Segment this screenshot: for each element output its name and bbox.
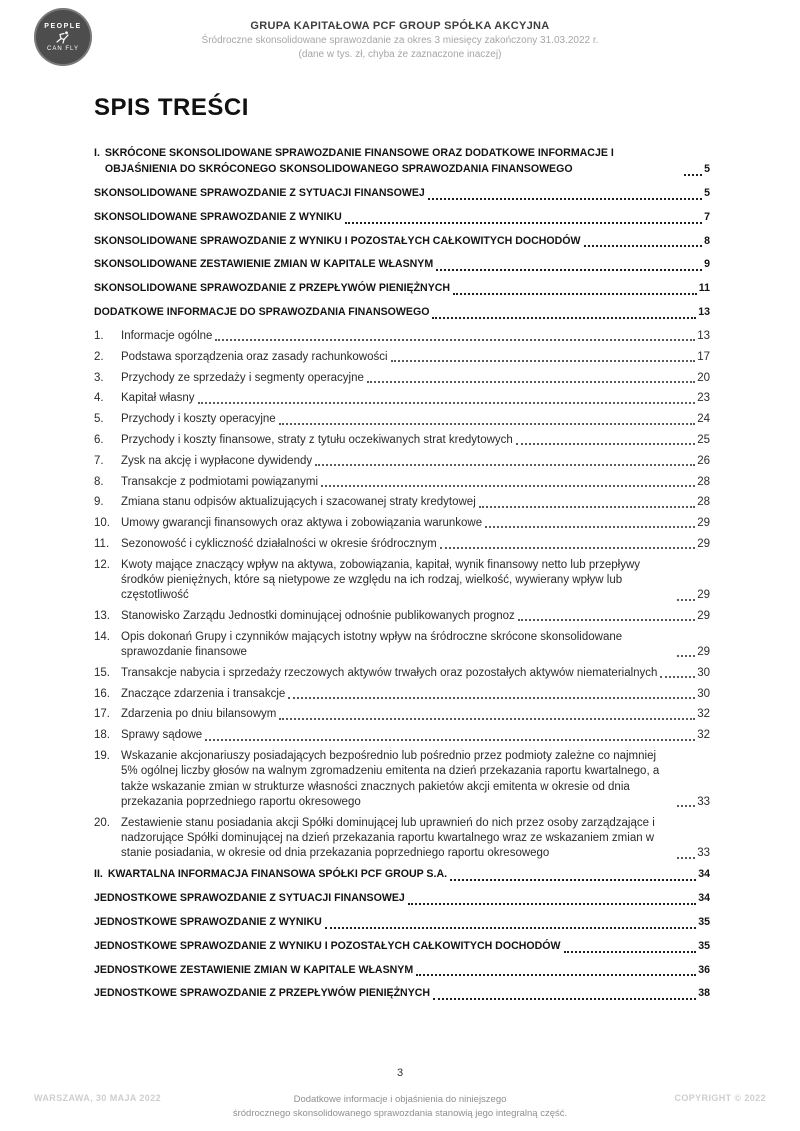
toc-entry-page: 38 (698, 987, 710, 1000)
toc-entry[interactable] (94, 816, 710, 862)
toc-leader-dots (391, 360, 696, 362)
toc-entry-page: 29 (697, 646, 710, 659)
toc-entry-page: 5 (704, 186, 710, 199)
toc-entry-label: Transakcje z podmiotami powiązanymi (121, 475, 319, 488)
toc-entry-number: 4. (94, 392, 104, 405)
toc-leader-dots (440, 547, 695, 549)
toc-entry-label: Transakcje nabycia i sprzedaży rzeczowych aktywów trwałych oraz pozostałych aktywów niematerialnych (121, 666, 658, 679)
toc-entry-label: Przychody i koszty operacyjne (121, 413, 276, 426)
toc-entry-label: Informacje ogólne (121, 330, 213, 343)
toc-entry[interactable] (94, 867, 710, 883)
toc-leader-dots (215, 339, 695, 341)
toc-entry-page: 23 (697, 392, 710, 405)
toc-leader-dots (279, 718, 695, 720)
footer-place-date: WARSZAWA, 30 MAJA 2022 (34, 1093, 161, 1104)
toc-entry-page: 32 (697, 729, 710, 742)
toc-entry-page: 33 (697, 847, 710, 860)
toc-leader-dots (677, 805, 695, 807)
logo-text-can-fly: CAN FLY (47, 45, 79, 52)
toc-entry-page: 24 (697, 413, 710, 426)
toc-entry-page: 28 (697, 475, 710, 488)
toc-entry[interactable] (94, 707, 710, 722)
toc-leader-dots (485, 526, 695, 528)
toc-leader-dots (516, 443, 695, 445)
toc-entry-page: 11 (698, 282, 710, 295)
toc-leader-dots (433, 998, 696, 1000)
toc-entry-number: 13. (94, 610, 110, 623)
toc-entry-number: 8. (94, 475, 104, 488)
toc-entry[interactable] (94, 412, 710, 427)
toc-entry-page: 5 (704, 162, 710, 175)
toc-entry-label: Opis dokonań Grupy i czynników mających istotny wpływ na śródroczne skrócone skonsolidowane sprawozdanie finansowe (121, 630, 623, 659)
toc-entry-label: SKONSOLIDOWANE SPRAWOZDANIE Z PRZEPŁYWÓW PIENIĘŻNYCH (94, 282, 451, 295)
toc-entry-page: 36 (698, 963, 710, 976)
company-title: GRUPA KAPITAŁOWA PCF GROUP SPÓŁKA AKCYJNA (250, 20, 550, 32)
toc-leader-dots (198, 402, 696, 404)
toc-entry-label: Sprawy sądowe (121, 729, 203, 742)
toc-leader-dots (205, 739, 695, 741)
toc-entry[interactable] (94, 146, 710, 178)
toc-entry-number: 2. (94, 350, 104, 363)
toc-entry-label: Umowy gwarancji finansowych oraz aktywa i zobowiązania warunkowe (121, 517, 483, 530)
toc-entry[interactable] (94, 728, 710, 743)
toc-entry-page: 28 (697, 496, 710, 509)
toc-entry-number: 17. (94, 708, 110, 721)
toc-leader-dots (321, 485, 695, 487)
toc-leader-dots (408, 903, 696, 905)
toc-entry[interactable] (94, 257, 710, 273)
toc-entry[interactable] (94, 963, 710, 979)
report-data-note: (dane w tys. zł, chyba że zaznaczone inaczej) (298, 49, 502, 60)
toc-leader-dots (436, 269, 702, 271)
toc-entry-number: II. (94, 868, 103, 880)
toc-entry-page: 35 (698, 939, 710, 952)
toc-entry-page: 29 (697, 517, 710, 530)
toc-entry[interactable] (94, 939, 710, 955)
report-header (0, 20, 800, 60)
page-footer (34, 1093, 766, 1121)
toc-leader-dots (677, 857, 695, 859)
toc-leader-dots (660, 676, 695, 678)
toc-leader-dots (416, 974, 696, 976)
toc-entry-page: 13 (697, 330, 710, 343)
toc-entry[interactable] (94, 516, 710, 531)
toc-entry[interactable] (94, 915, 710, 931)
footer-note (204, 1093, 596, 1121)
toc-entry-number: 14. (94, 630, 110, 643)
table-of-contents (94, 94, 710, 1010)
toc-entry-label: Kwoty mające znaczący wpływ na aktywa, zobowiązania, kapitał, wynik finansowy netto lub przepływy środków pieniężnych, które są nietypowe ze względu na ich rodzaj, wielkość, wywierany wpływ lub częstotliwość (121, 558, 641, 602)
toc-entry-label: Kapitał własny (121, 392, 195, 405)
toc-entry-number: 3. (94, 371, 104, 384)
toc-entry-page: 30 (697, 666, 710, 679)
toc-entry-number: 20. (94, 816, 110, 829)
toc-entry-label: Zestawienie stanu posiadania akcji Spółki dominującej lub uprawnień do nich przez osoby zarządzające i nadzorujące Spółki dominującej na dzień przekazania raportu kwartalnego wraz ze wskazaniem zmian w stanie posiadania, w okresie od dnia przekazania poprzedniego raportu okresowego (121, 816, 655, 860)
toc-entry-label: JEDNOSTKOWE SPRAWOZDANIE Z WYNIKU I POZOSTAŁYCH CAŁKOWITYCH DOCHODÓW (94, 939, 561, 952)
toc-entry-number: 5. (94, 413, 104, 426)
toc-entry-label: Wskazanie akcjonariuszy posiadających bezpośrednio lub pośrednio przez podmioty zależne co najmniej 5% ogólnej liczby głosów na walnym zgromadzeniu emitenta na dzień przekazania raportu kwartalnego, a także wskazanie zmian w strukturze własności znacznych pakietów akcji emitenta w okresie od dnia przekazania poprzedniego raportu okresowego (121, 750, 660, 808)
toc-entry[interactable] (94, 749, 710, 810)
toc-entry-page: 17 (697, 350, 710, 363)
toc-entry-page: 20 (697, 371, 710, 384)
toc-entry-label: SKONSOLIDOWANE SPRAWOZDANIE Z SYTUACJI FINANSOWEJ (94, 186, 425, 199)
toc-leader-dots (518, 619, 695, 621)
toc-entry[interactable] (94, 391, 710, 406)
toc-entry-label: Zdarzenia po dniu bilansowym (121, 708, 277, 721)
toc-entry-number: 16. (94, 687, 110, 700)
toc-leader-dots (315, 464, 695, 466)
toc-entry-label: DODATKOWE INFORMACJE DO SPRAWOZDANIA FINANSOWEGO (94, 306, 430, 319)
toc-entry-page: 35 (698, 915, 710, 928)
toc-entry-number: 6. (94, 434, 104, 447)
toc-entry[interactable] (94, 609, 710, 624)
toc-entry-page: 34 (698, 891, 710, 904)
toc-entry-number: 9. (94, 496, 104, 509)
toc-entry-number: 1. (94, 330, 104, 343)
toc-entry[interactable] (94, 666, 710, 681)
toc-entry-page: 13 (698, 306, 710, 319)
toc-entry-label: SKONSOLIDOWANE SPRAWOZDANIE Z WYNIKU (94, 210, 342, 223)
toc-entry[interactable] (94, 371, 710, 386)
toc-entry-number: 7. (94, 454, 104, 467)
toc-leader-dots (325, 927, 696, 929)
toc-entry-page: 25 (697, 434, 710, 447)
toc-entry-page: 7 (704, 210, 710, 223)
toc-entry-number: 10. (94, 517, 110, 530)
report-subtitle: Śródroczne skonsolidowane sprawozdanie za okres 3 miesięcy zakończony 31.03.2022 r. (201, 35, 599, 46)
toc-leader-dots (279, 423, 696, 425)
toc-entry[interactable] (94, 210, 710, 226)
page-title: SPIS TREŚCI (94, 94, 249, 121)
toc-entry-number: 12. (94, 558, 110, 571)
footer-note-line1: Dodatkowe informacje i objaśnienia do niniejszego (293, 1094, 507, 1106)
toc-entry-label: Podstawa sporządzenia oraz zasady rachunkowości (121, 350, 388, 363)
toc-entry[interactable] (94, 986, 710, 1002)
toc-entry[interactable] (94, 234, 710, 250)
toc-entry[interactable] (94, 495, 710, 510)
toc-entry-page: 8 (704, 234, 710, 247)
toc-leader-dots (345, 222, 702, 224)
toc-entry-label: Sezonowość i cykliczność działalności w okresie śródrocznym (121, 537, 437, 550)
toc-entry-page: 30 (697, 687, 710, 700)
toc-entry-page: 26 (697, 454, 710, 467)
logo-text-people: PEOPLE (44, 22, 82, 30)
toc-leader-dots (677, 655, 695, 657)
toc-leader-dots (684, 174, 702, 176)
page-number: 3 (396, 1067, 404, 1079)
toc-entry[interactable] (94, 558, 710, 604)
toc-entry[interactable] (94, 433, 710, 448)
toc-entry[interactable] (94, 630, 710, 661)
toc-entry-number: 15. (94, 666, 110, 679)
footer-note-line2: śródrocznego skonsolidowanego sprawozdania stanowią jego integralną część. (232, 1108, 568, 1120)
toc-entry[interactable] (94, 475, 710, 490)
toc-entry-label: JEDNOSTKOWE SPRAWOZDANIE Z SYTUACJI FINANSOWEJ (94, 891, 405, 904)
toc-entry[interactable] (94, 329, 710, 344)
toc-entry-label: Znaczące zdarzenia i transakcje (121, 687, 286, 700)
toc-entry-label: Przychody ze sprzedaży i segmenty operacyjne (121, 371, 364, 384)
toc-entry[interactable] (94, 537, 710, 552)
toc-leader-dots (367, 381, 695, 383)
toc-entry-page: 29 (697, 537, 710, 550)
toc-leader-dots (479, 506, 695, 508)
toc-entry-page: 33 (697, 795, 710, 808)
toc-entry[interactable] (94, 281, 710, 297)
toc-leader-dots (564, 951, 697, 953)
toc-leader-dots (584, 245, 703, 247)
toc-entry-label: JEDNOSTKOWE SPRAWOZDANIE Z PRZEPŁYWÓW PIENIĘŻNYCH (94, 987, 431, 1000)
toc-list (94, 146, 710, 1002)
toc-entry-number: 11. (94, 537, 110, 550)
toc-entry[interactable] (94, 891, 710, 907)
toc-entry-label: JEDNOSTKOWE SPRAWOZDANIE Z WYNIKU (94, 915, 322, 928)
toc-entry[interactable] (94, 350, 710, 365)
toc-entry-label: JEDNOSTKOWE ZESTAWIENIE ZMIAN W KAPITALE WŁASNYM (94, 963, 414, 976)
toc-entry-number: 18. (94, 729, 110, 742)
toc-entry[interactable] (94, 305, 710, 321)
toc-entry-label: Stanowisko Zarządu Jednostki dominującej odnośnie publikowanych prognoz (121, 610, 515, 623)
toc-entry-page: 32 (697, 708, 710, 721)
toc-leader-dots (428, 198, 702, 200)
toc-entry[interactable] (94, 454, 710, 469)
toc-entry-label: SKONSOLIDOWANE ZESTAWIENIE ZMIAN W KAPITALE WŁASNYM (94, 258, 434, 271)
toc-entry-label: KWARTALNA INFORMACJA FINANSOWA SPÓŁKI PCF GROUP S.A. (107, 868, 448, 880)
toc-entry-label: Przychody i koszty finansowe, straty z tytułu oczekiwanych strat kredytowych (121, 434, 513, 447)
toc-leader-dots (450, 879, 696, 881)
toc-entry-page: 29 (697, 589, 710, 602)
toc-leader-dots (288, 697, 695, 699)
toc-entry-label: SKONSOLIDOWANE SPRAWOZDANIE Z WYNIKU I POZOSTAŁYCH CAŁKOWITYCH DOCHODÓW (94, 234, 581, 247)
toc-entry-label: Zmiana stanu odpisów aktualizujących i szacowanej straty kredytowej (121, 496, 476, 509)
toc-leader-dots (453, 293, 697, 295)
footer-copyright: COPYRIGHT © 2022 (674, 1093, 766, 1104)
toc-entry[interactable] (94, 687, 710, 702)
toc-leader-dots (432, 317, 696, 319)
toc-entry-number: I. (94, 147, 100, 159)
toc-entry-number: 19. (94, 750, 110, 763)
toc-entry[interactable] (94, 186, 710, 202)
toc-entry-page: 29 (697, 610, 710, 623)
toc-entry-page: 9 (704, 258, 710, 271)
toc-entry-label: Zysk na akcję i wypłacone dywidendy (121, 454, 313, 467)
toc-leader-dots (677, 599, 695, 601)
toc-entry-page: 34 (698, 868, 710, 880)
toc-entry-label: SKRÓCONE SKONSOLIDOWANE SPRAWOZDANIE FINANSOWE ORAZ DODATKOWE INFORMACJE I OBJAŚNIENIA DO SKRÓCONEGO SKONSOLIDOWANEGO SPRAWOZDANIA FINANSOWEGO (104, 147, 614, 175)
